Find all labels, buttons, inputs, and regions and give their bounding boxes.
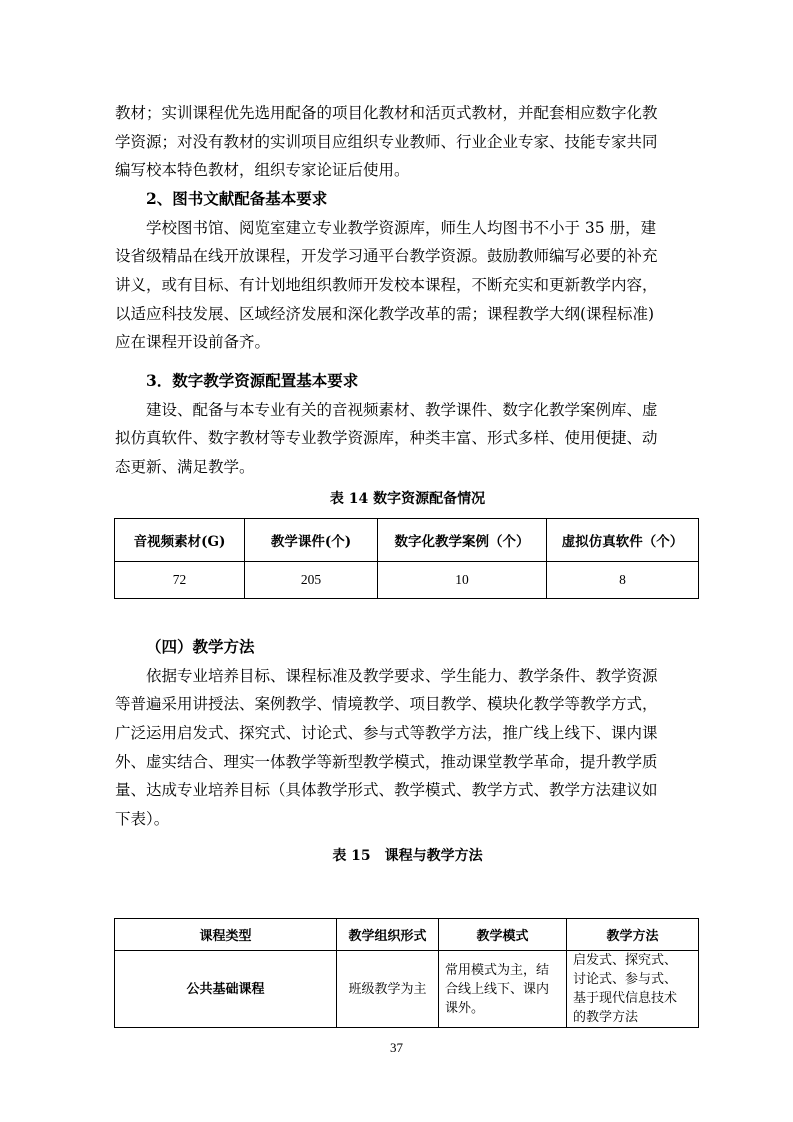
- page-number: 37: [390, 1040, 403, 1055]
- section-library-resources: [115, 185, 700, 357]
- paragraph-line: 设省级精品在线开放课程，开发学习通平台教学资源。鼓励教师编写必要的补充: [115, 247, 658, 266]
- section-heading: 3．数字教学资源配置基本要求: [146, 371, 359, 390]
- cell-line: 合线上线下、课内: [445, 981, 550, 997]
- paragraph-line: 编写校本特色教材，组织专家论证后使用。: [115, 161, 410, 180]
- table-header-cell: 虚拟仿真软件（个）: [547, 519, 699, 562]
- cell-line: 启发式、探究式、: [573, 953, 678, 968]
- table-header-cell: 教学组织形式: [337, 919, 439, 951]
- paragraph-line: 等普遍采用讲授法、案例教学、情境教学、项目教学、模块化教学等教学方式，: [115, 695, 658, 714]
- paragraph-line: 依据专业培养目标、课程标准及教学要求、学生能力、教学条件、教学资源: [146, 666, 658, 685]
- table-header-cell: 教学模式: [439, 919, 567, 951]
- table-header-cell: 数字化教学案例（个）: [378, 519, 547, 562]
- section-heading: （四）教学方法: [146, 637, 255, 656]
- section-teaching-methods: [115, 633, 700, 834]
- table-header-cell: 教学课件(个): [245, 519, 378, 562]
- paragraph-line: 下表）。: [115, 810, 170, 829]
- teaching-method-cell: [567, 951, 699, 1028]
- cell-line: 基于现代信息技术: [573, 991, 678, 1006]
- cell-line: 的教学方法: [573, 1010, 639, 1025]
- table-row: [115, 951, 699, 1028]
- table-header-cell: 课程类型: [115, 919, 337, 951]
- organization-form-cell: 班级教学为主: [337, 951, 439, 1028]
- paragraph-line: 外、虚实结合、理实一体教学等新型教学模式，推动课堂教学革命，提升教学质: [115, 752, 658, 771]
- paragraph-line: 拟仿真软件、数字教材等专业教学资源库，种类丰富、形式多样、使用便捷、动: [115, 429, 658, 448]
- section-digital-resources: [115, 367, 700, 482]
- table-header-cell: 教学方法: [567, 919, 699, 951]
- paragraph-line: 学资源；对没有教材的实训项目应组织专业教师、行业企业专家、技能专家共同: [115, 132, 658, 151]
- paragraph-line: 学校图书馆、阅览室建立专业教学资源库，师生人均图书不小于 35 册，建: [146, 218, 657, 237]
- table-14-caption: 表 14 数字资源配备情况: [329, 491, 486, 507]
- table-14-digital-resources: [114, 518, 699, 599]
- paragraph-line: 教材；实训课程优先选用配备的项目化教材和活页式教材，并配套相应数字化教: [115, 104, 658, 122]
- table-cell: 8: [547, 562, 699, 599]
- cell-line: 常用模式为主，结: [445, 962, 550, 978]
- paragraph-line: 建设、配备与本专业有关的音视频素材、教学课件、数字化教学案例库、虚: [146, 400, 658, 419]
- table-cell: 72: [115, 562, 245, 599]
- course-type-cell: 公共基础课程: [115, 951, 337, 1028]
- teaching-mode-cell: [439, 951, 567, 1028]
- paragraph-textbook-continuation: [115, 99, 700, 185]
- paragraph-line: 应在课程开设前备齐。: [115, 333, 271, 352]
- table-cell: 205: [245, 562, 378, 599]
- table-15-course-methods: [114, 918, 699, 1028]
- table-cell: 10: [378, 562, 547, 599]
- table-header-row: [115, 919, 699, 951]
- cell-line: 课外。: [445, 1000, 485, 1016]
- paragraph-line: 讲义，或有目标、有计划地组织教师开发校本课程，不断充实和更新教学内容，: [115, 276, 658, 295]
- table-header-cell: 音视频素材(G): [115, 519, 245, 562]
- table-row: [115, 562, 699, 599]
- section-heading: 2、图书文献配备基本要求: [146, 189, 328, 208]
- paragraph-line: 态更新、满足教学。: [115, 458, 255, 477]
- cell-line: 讨论式、参与式、: [573, 972, 678, 987]
- table-header-row: [115, 519, 699, 562]
- paragraph-line: 量、达成专业培养目标（具体教学形式、教学模式、教学方式、教学方法建议如: [115, 781, 658, 800]
- table-15-caption: 表 15 课程与教学方法: [332, 848, 483, 864]
- paragraph-line: 广泛运用启发式、探究式、讨论式、参与式等教学方法，推广线上线下、课内课: [115, 724, 658, 743]
- paragraph-line: 以适应科技发展、区域经济发展和深化教学改革的需；课程教学大纲(课程标准): [115, 304, 655, 323]
